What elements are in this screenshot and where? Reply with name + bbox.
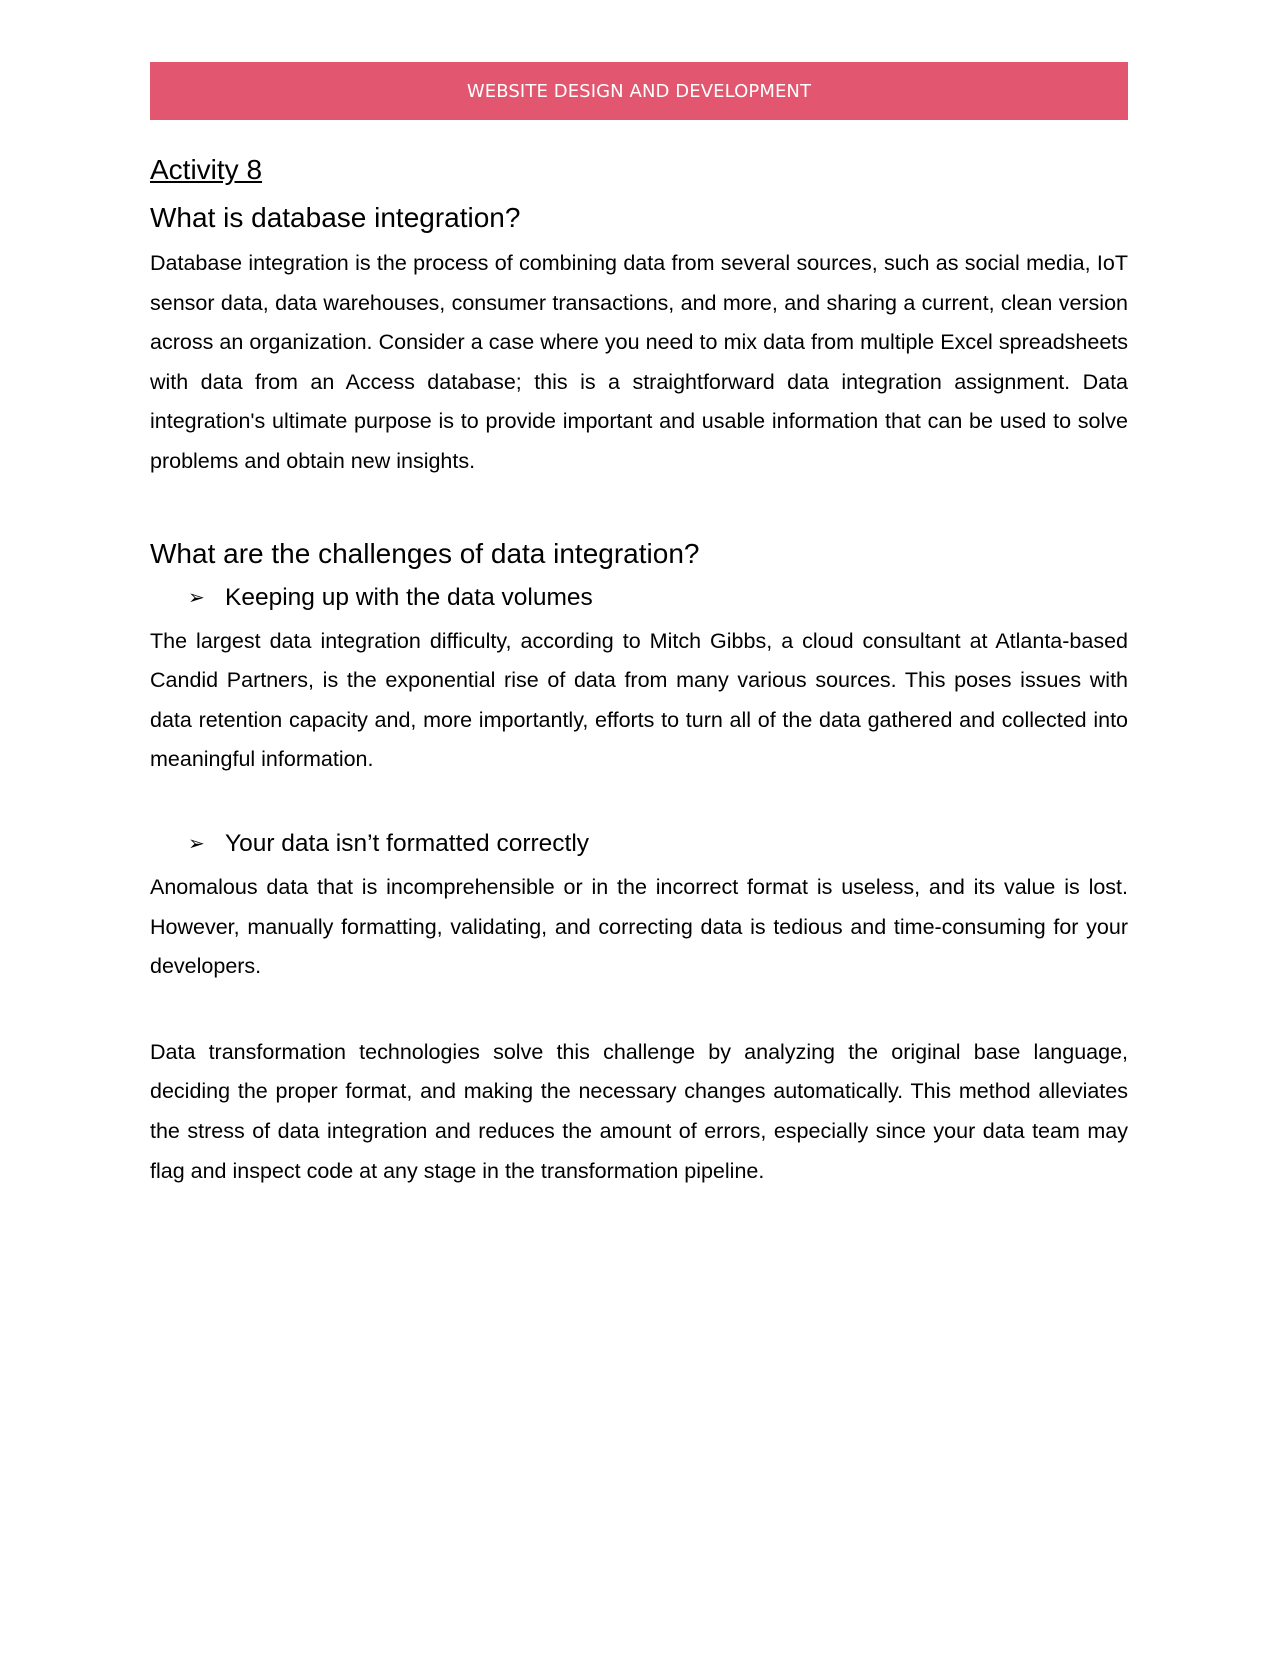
header-bar bbox=[150, 62, 1128, 120]
bullet-title-data-volumes: Keeping up with the data volumes bbox=[225, 583, 593, 611]
header-title: WEBSITE DESIGN AND DEVELOPMENT bbox=[466, 80, 812, 102]
section-heading-challenges: What are the challenges of data integration? bbox=[150, 537, 700, 569]
paragraph-data-volumes: The largest data integration difficulty, according to Mitch Gibbs, a cloud consultant at Atlanta-based Candid Partners, is the exponential rise of data from many various sources. This poses issues with data retention capacity and, more importantly, efforts to turn all of the data gathered and collected into meaningful information. bbox=[150, 628, 1128, 772]
section-heading-database-integration: What is database integration? bbox=[150, 202, 521, 233]
arrowhead-bullet-icon: ➢ bbox=[188, 832, 205, 855]
paragraph-formatting: Anomalous data that is incomprehensible or in the incorrect format is useless, and its value is lost. However, manually formatting, validating, and correcting data is tedious and time-consuming for your developers. bbox=[150, 874, 1128, 979]
bullet-title-formatting: Your data isn’t formatted correctly bbox=[225, 829, 590, 857]
bullet-item bbox=[150, 580, 1128, 616]
arrowhead-bullet-icon: ➢ bbox=[188, 586, 205, 609]
paragraph-transformation: Data transformation technologies solve this challenge by analyzing the original base language, deciding the proper format, and making the necessary changes automatically. This method alleviates the stress of data integration and reduces the amount of errors, especially since your data team may flag and inspect code at any stage in the transformation pipeline. bbox=[150, 1039, 1128, 1183]
bullet-item bbox=[150, 826, 1128, 862]
document-page bbox=[150, 62, 1128, 1191]
paragraph-database-integration: Database integration is the process of combining data from several sources, such as social media, IoT sensor data, data warehouses, consumer transactions, and more, and sharing a current, clean version across an organization. Consider a case where you need to mix data from multiple Excel spreadsheets with data from an Access database; this is a straightforward data integration assignment. Data integration's ultimate purpose is to provide important and usable information that can be used to solve problems and obtain new insights. bbox=[150, 251, 1128, 473]
activity-title: Activity 8 bbox=[150, 154, 263, 185]
